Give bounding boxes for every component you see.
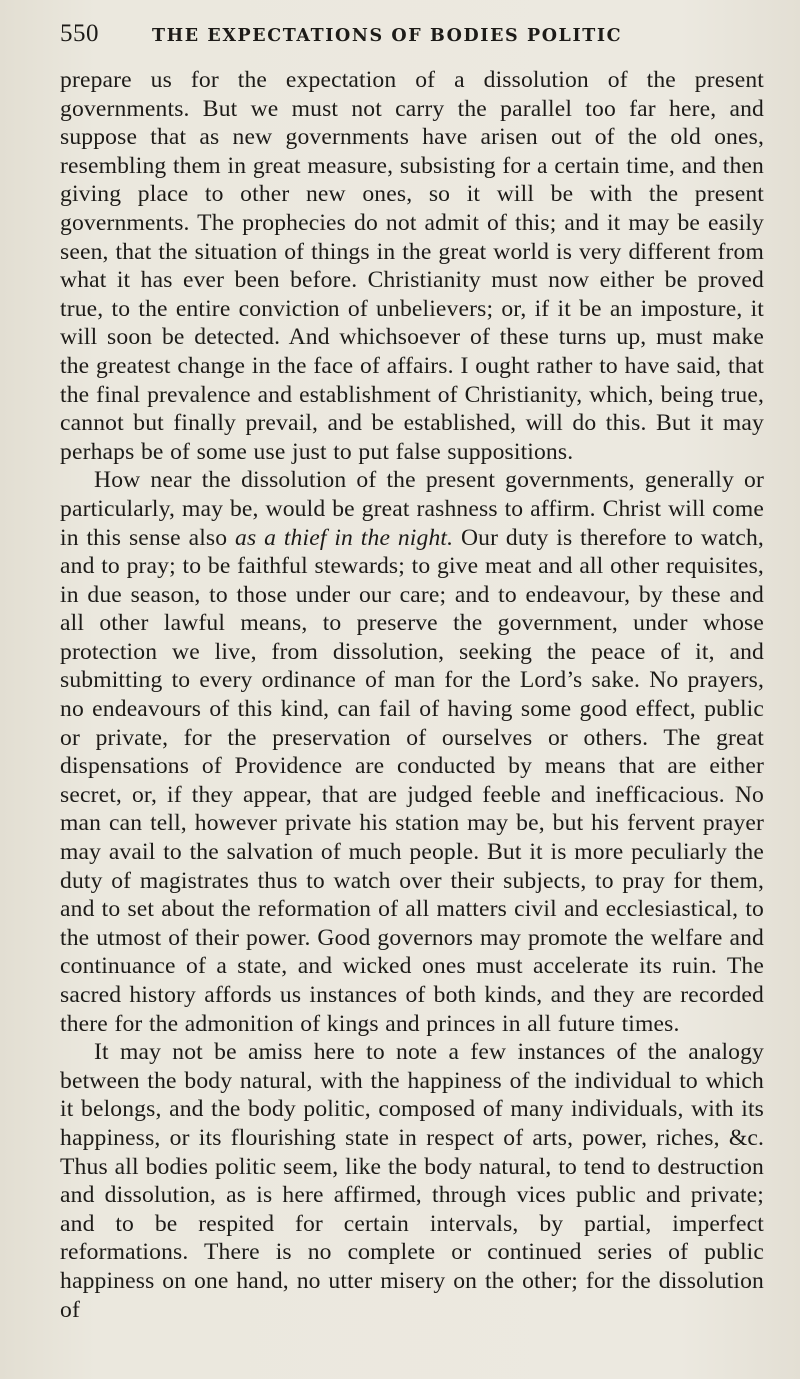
body-text — [60, 66, 764, 1324]
paragraph-2-italic-phrase: as a thief in the night. — [235, 524, 454, 551]
page-number: 550 — [60, 20, 99, 47]
paragraph-2-text-end: Our duty is therefore to watch, and to pray; to be faithful stewards; to give meat and all other requisites, in due season, to those under our care; and to endeavour, by these and all other lawful means, to preserve the government, under whose protection we live, from dissolution, seeking the peace of it, and submitting to every ordinance of man for the Lord’s sake. No prayers, no endeavours of this kind, can fail of having some good effect, public or private, for the preservation of ourselves or others. The great dispensations of Providence are conducted by means that are either secret, or, if they appear, that are judged feeble and inefficacious. No man can tell, however private his station may be, but his fervent prayer may avail to the salvation of much people. But it is more peculiarly the duty of magistrates thus to watch over their subjects, to pray for them, and to set about the reformation of all matters civil and ecclesiastical, to the utmost of their power. Good governors may promote the welfare and continuance of a state, and wicked ones must accelerate its ruin. The sacred history affords us instances of both kinds, and they are recorded there for the admonition of kings and princes in all future times. — [60, 524, 764, 1037]
paragraph-3-text: It may not be amiss here to note a few instances of the analogy between the body natural, with the happiness of the individual to which it belongs, and the body politic, composed of many individuals, with its happiness, or its flourishing state in respect of arts, power, riches, &c. Thus all bodies politic seem, like the body natural, to tend to destruction and dissolution, as is here affirmed, through vices public and private; and to be respited for certain intervals, by partial, imperfect reformations. There is no complete or continued series of public happiness on one hand, no utter misery on the other; for the dissolution of — [60, 1039, 764, 1323]
paragraph-2 — [60, 466, 764, 1038]
running-title: THE EXPECTATIONS OF BODIES POLITIC — [152, 26, 623, 46]
paragraph-1-text: prepare us for the expectation of a dissolution of the present governments. But we must not carry the parallel too far here, and suppose that as new governments have arisen out of the old ones, resembling them in great measure, subsisting for a certain time, and then giving place to other new ones, so it will be with the present governments. The prophecies do not admit of this; and it may be easily seen, that the situation of things in the great world is very different from what it has ever been before. Christianity must now either be proved true, to the entire conviction of unbelievers; or, if it be an imposture, it will soon be detected. And whichsoever of these turns up, must make the greatest change in the face of affairs. I ought rather to have said, that the final prevalence and establishment of Christianity, which, being true, cannot but finally prevail, and be established, will do this. But it may perhaps be of some use just to put false suppositions. — [60, 67, 764, 465]
paragraph-2-text-start: How near the dissolution of the present governments, generally or particularly, may be, would be great rashness to affirm. Christ will come in this sense also — [60, 467, 764, 551]
paragraph-3 — [60, 1038, 764, 1324]
running-header — [60, 20, 764, 54]
paragraph-1 — [60, 66, 764, 466]
